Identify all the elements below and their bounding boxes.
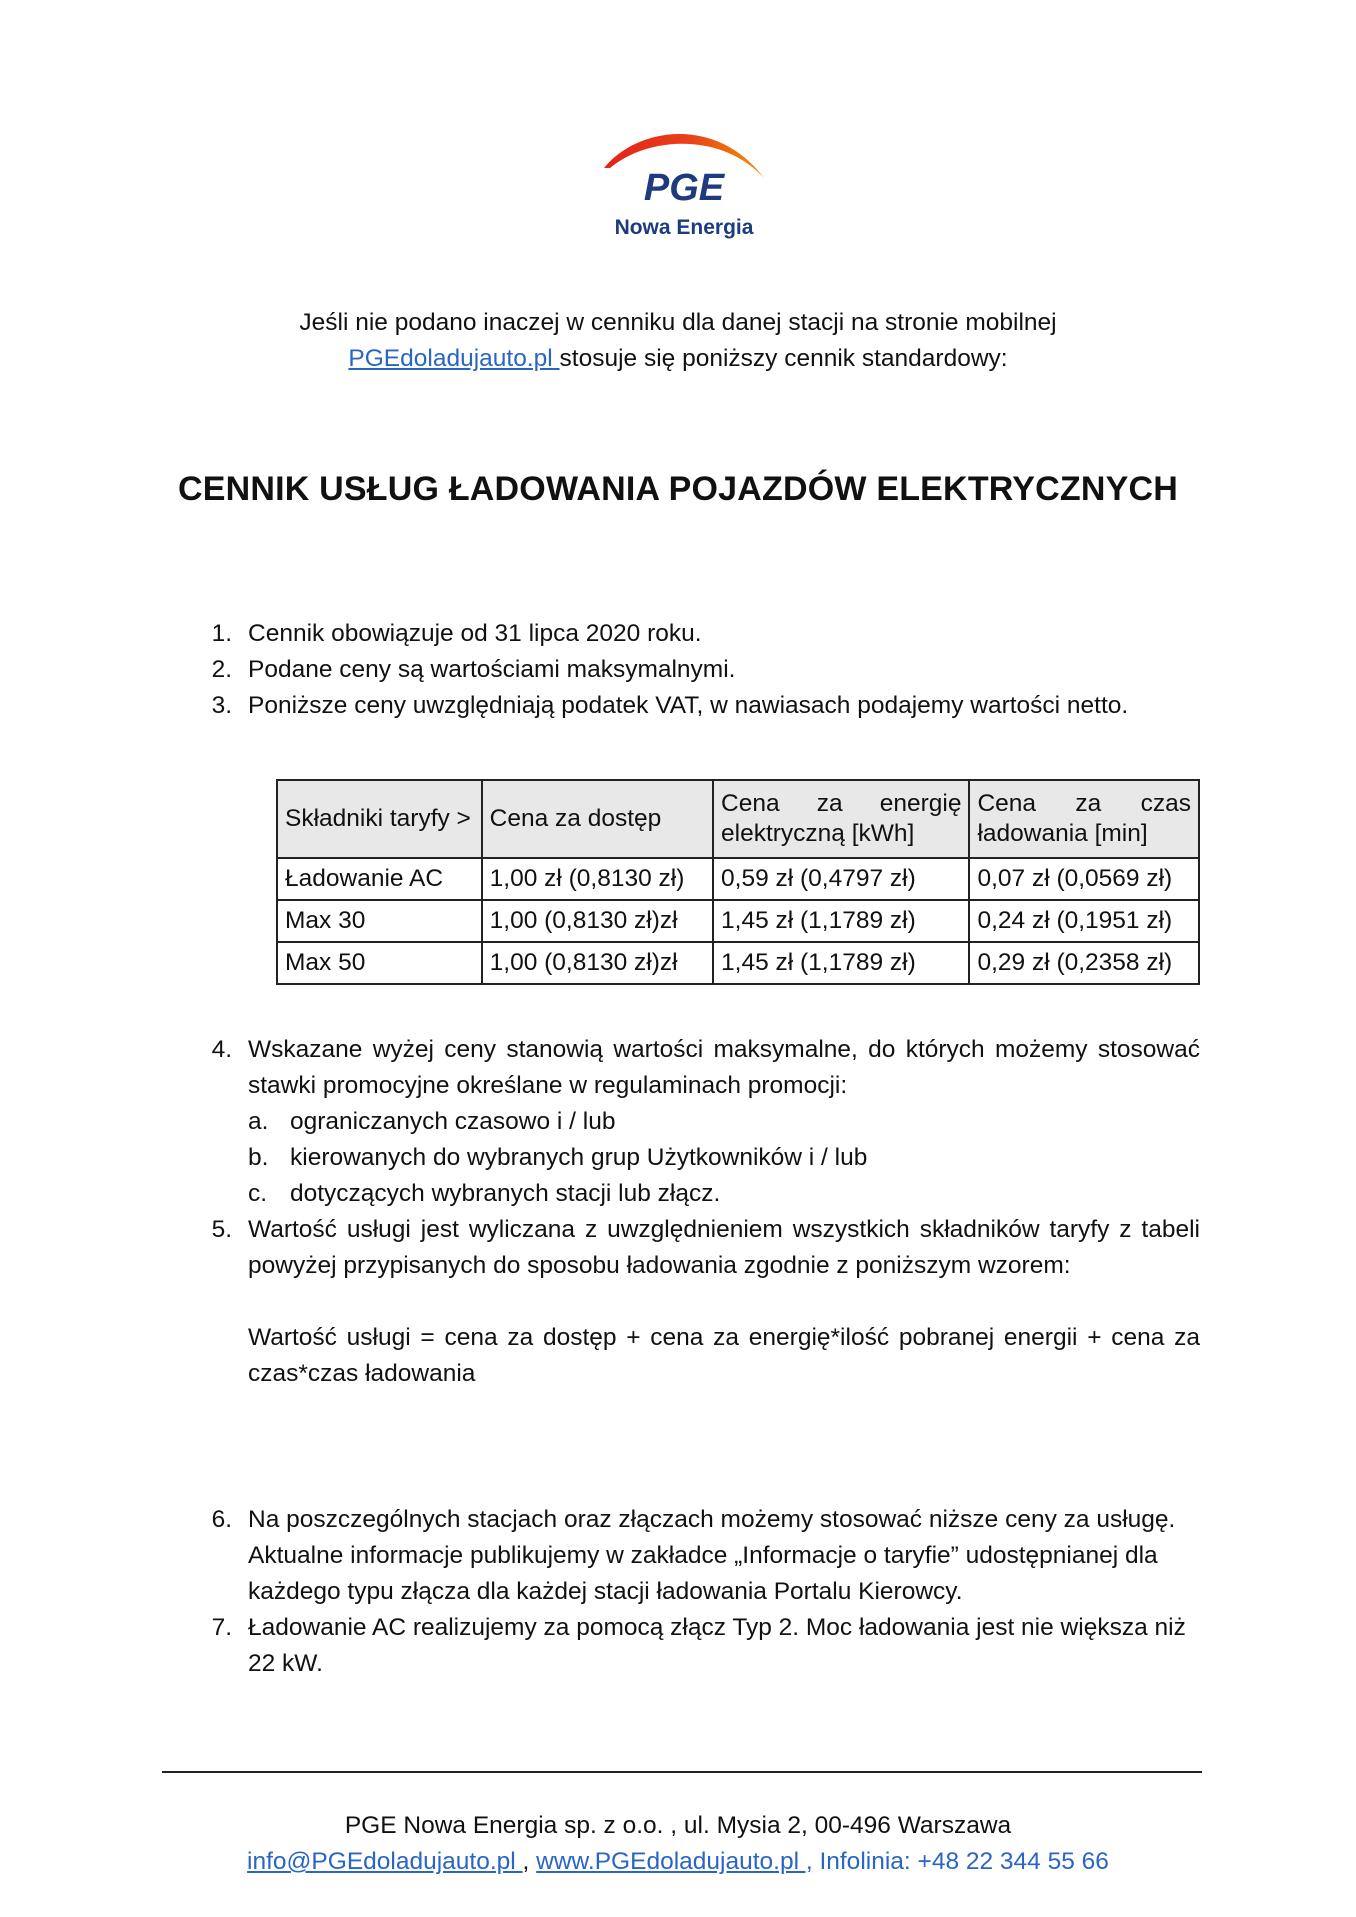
list-item-number: 4.	[211, 1036, 232, 1063]
sublist-item-letter: c.	[248, 1180, 268, 1207]
list-item	[200, 1610, 1200, 1682]
footer-company: PGE Nowa Energia sp. z o.o. , ul. Mysia 2, 00-496 Warszawa	[344, 1812, 1012, 1839]
list-item-number: 7.	[211, 1614, 232, 1641]
intro-text	[160, 305, 1196, 377]
list-item	[200, 652, 1200, 688]
table-cell: 1,00 (0,8130 zł)zł	[482, 942, 713, 984]
table-cell: Ładowanie AC	[277, 858, 482, 900]
price-formula: Wartość usługi = cena za dostęp + cena za energię*ilość pobranej energii + cena za czas*czas ładowania	[248, 1324, 1200, 1387]
list-item	[200, 1212, 1200, 1392]
intro-link[interactable]: PGEdoladujauto.pl	[348, 345, 560, 372]
pge-logo	[598, 122, 770, 252]
list-item	[200, 1032, 1200, 1212]
list-item-number: 3.	[211, 692, 232, 719]
list-item-number: 1.	[211, 620, 232, 647]
sublist-item	[248, 1104, 1200, 1140]
table-header-row	[277, 780, 1199, 858]
table-cell: Max 50	[277, 942, 482, 984]
table-header-cell: Cena za energię elektryczną [kWh]	[713, 780, 969, 858]
promo-sublist	[248, 1104, 1200, 1212]
list-item-text: Wartość usługi jest wyliczana z uwzględnieniem wszystkich składników taryfy z tabeli powyżej przypisanych do sposobu ładowania zgodnie z poniższym wzorem:	[248, 1216, 1200, 1279]
sublist-item	[248, 1140, 1200, 1176]
table-cell: 1,00 (0,8130 zł)zł	[482, 900, 713, 942]
page-title: CENNIK USŁUG ŁADOWANIA POJAZDÓW ELEKTRYCZNYCH	[177, 470, 1179, 508]
logo-arc-icon	[598, 122, 770, 214]
sublist-item-text: ograniczanych czasowo i / lub	[290, 1108, 616, 1135]
points-list-middle	[200, 1032, 1200, 1392]
logo-brand: PGE	[643, 167, 725, 209]
footer-divider	[162, 1771, 1202, 1773]
table-row	[277, 900, 1199, 942]
sublist-item-letter: a.	[248, 1108, 269, 1135]
sublist-item	[248, 1176, 1200, 1212]
table-cell: 1,45 zł (1,1789 zł)	[713, 942, 969, 984]
table-row	[277, 942, 1199, 984]
table-cell: 0,59 zł (0,4797 zł)	[713, 858, 969, 900]
table-cell: 0,07 zł (0,0569 zł)	[969, 858, 1199, 900]
footer-hotline: Infolinia: +48 22 344 55 66	[812, 1848, 1109, 1875]
list-item-text: Ładowanie AC realizujemy za pomocą złącz Typ 2. Moc ładowania jest nie większa niż 22 kW.	[248, 1614, 1186, 1677]
points-list-top	[200, 616, 1200, 724]
footer-email-link[interactable]: info@PGEdoladujauto.pl	[247, 1848, 523, 1875]
points-list-bottom	[200, 1502, 1200, 1682]
table-row	[277, 858, 1199, 900]
list-item-text: Wskazane wyżej ceny stanowią wartości maksymalne, do których możemy stosować stawki promocyjne określane w regulaminach promocji:	[248, 1036, 1200, 1099]
list-item	[200, 688, 1200, 724]
list-item	[200, 1502, 1200, 1610]
list-item-text: Podane ceny są wartościami maksymalnymi.	[248, 656, 736, 683]
table-header-cell: Cena za czas ładowania [min]	[969, 780, 1199, 858]
logo-subtitle: Nowa Energia	[614, 216, 754, 239]
footer-website-link[interactable]: www.PGEdoladujauto.pl ,	[536, 1848, 813, 1875]
intro-line-2: stosuje się poniższy cennik standardowy:	[559, 345, 1008, 372]
list-item-text: Poniższe ceny uwzględniają podatek VAT, w nawiasach podajemy wartości netto.	[248, 692, 1129, 719]
table-cell: 1,45 zł (1,1789 zł)	[713, 900, 969, 942]
sublist-item-text: dotyczących wybranych stacji lub złącz.	[290, 1180, 721, 1207]
list-item-text: Cennik obowiązuje od 31 lipca 2020 roku.	[248, 620, 702, 647]
sublist-item-text: kierowanych do wybranych grup Użytkowników i / lub	[290, 1144, 868, 1171]
table-cell: Max 30	[277, 900, 482, 942]
list-item-number: 6.	[211, 1506, 232, 1533]
footer	[120, 1808, 1236, 1880]
footer-separator: ,	[522, 1848, 537, 1875]
list-item-number: 5.	[211, 1216, 232, 1243]
table-cell: 0,24 zł (0,1951 zł)	[969, 900, 1199, 942]
table-header-cell: Cena za dostęp	[482, 780, 713, 858]
list-item	[200, 616, 1200, 652]
table-cell: 0,29 zł (0,2358 zł)	[969, 942, 1199, 984]
list-item-number: 2.	[211, 656, 232, 683]
tariff-table	[276, 779, 1200, 985]
table-cell: 1,00 zł (0,8130 zł)	[482, 858, 713, 900]
intro-line-1: Jeśli nie podano inaczej w cenniku dla danej stacji na stronie mobilnej	[299, 309, 1057, 336]
sublist-item-letter: b.	[248, 1144, 269, 1171]
table-header-cell: Składniki taryfy >	[277, 780, 482, 858]
list-item-text: Na poszczególnych stacjach oraz złączach możemy stosować niższe ceny za usługę. Aktualne informacje publikujemy w zakładce „Informacje o taryfie” udostępnianej dla każdego typu złącza dla każdej stacji ładowania Portalu Kierowcy.	[248, 1506, 1176, 1605]
